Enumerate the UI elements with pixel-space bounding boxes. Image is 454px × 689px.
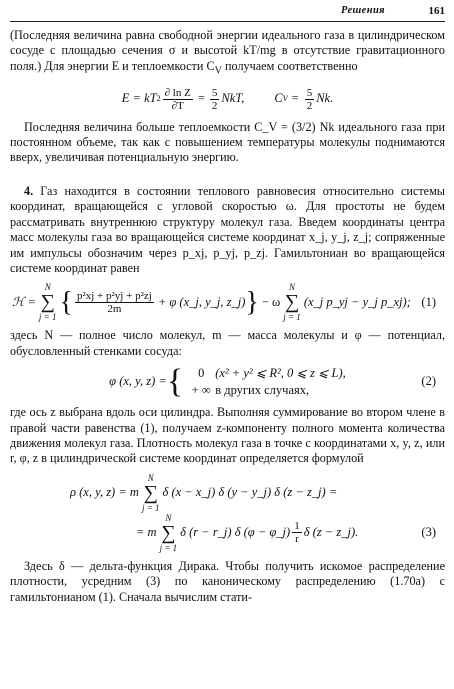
- fraction: $\frac{\text{p²xj + p²yj + p²zj}}{2m}$: [76, 289, 152, 315]
- page-number: 161: [428, 5, 445, 17]
- paragraph-intro: (Последняя величина равна свободной энергии идеального газа в цилиндрическом сосуде с площадью сечения σ и высотой kT/mg в отсутствие гравитационного поля.) Для энергии E и теплоемкости $C_V$ получаем соответственно: [10, 28, 445, 77]
- fraction: $\frac{5}{2}$: [306, 86, 313, 112]
- cases: 0 (x² + y² ⩽ R², 0 ⩽ z ⩽ L), + ∞ в других случаях,: [191, 366, 346, 398]
- sum-symbol: N ∑ j = 1: [159, 512, 178, 553]
- sum-symbol: N ∑ j = 1: [38, 282, 57, 323]
- sum-symbol: N ∑ j = 1: [283, 282, 301, 323]
- body-text: [10, 28, 445, 605]
- equation-2-potential: φ (x, y, z) = { 0 (x² + y² ⩽ R², 0 ⩽ z ⩽ L), + ∞ в других случаях, (2): [109, 363, 436, 401]
- fraction: $\frac{5}{2}$: [211, 86, 218, 112]
- running-head: Решения: [341, 5, 385, 16]
- equation-number: (2): [421, 374, 436, 389]
- fraction: $\frac{1}{r}$: [294, 520, 300, 546]
- section-number: 4.: [24, 183, 34, 198]
- paragraph-heat-capacity: Последняя величина больше теплоемкости C_V = (3/2) Nk идеального газа при постоянном объеме, так как с повышением температуры молекулы поднимаются вверх, увеличивая потенциальную энергию.: [10, 119, 445, 165]
- paragraph-delta-function: Здесь δ — дельта-функция Дирака. Чтобы получить искомое распределение плотности, усредним (3) по каноническому распределению (1.70а) с гамильтонианом (1). Сначала вычислим стати-: [10, 558, 445, 604]
- paragraph-density: где ось z выбрана вдоль оси цилиндра. Выполняя суммирование во втором члене в правой части равенства (1), получаем z-компоненту полного момента количества движения молекул газа. Плотность молекул газа в точке с координатами x, y, z, или r, φ, z в цилиндрической системе координат определяется формулой: [10, 405, 445, 466]
- section-4-paragraph: 4. Газ находится в состоянии теплового равновесия относительно системы координат, вращающейся с угловой скоростью ω. Для простоты не будем рассматривать внутреннюю структуру молекул газа. Введем координаты центра масс молекулы газа во вращающейся системе координат x_j, y_j, z_j; сопряженные им импульсы обозначим через p_xj, p_yj, p_zj. Гамильтониан во вращающейся системе координат равен: [10, 183, 445, 275]
- fraction: $\frac{\text{∂ ln Z}}{\partial T}$: [164, 86, 191, 112]
- equation-1-hamiltonian: ℋ = N ∑ j = 1 { $\frac{\text{p²xj + p²yj + p²zj}}{2m}$ + φ (x_j, y_j, z_j) } − ω N ∑ j = 1 (x_j p_yj − y_j p_xj); (1): [12, 282, 436, 323]
- equation-3-density-line-1: ρ (x, y, z) = m N ∑ j = 1 δ (x − x_j) δ (y − y_j) δ (z − z_j) =: [70, 472, 338, 513]
- equation-3-density-line-2: = m N ∑ j = 1 δ (r − r_j) δ (φ − φ_j) $\frac{1}{r}$ δ (z − z_j). (3): [136, 512, 436, 553]
- paragraph-notation: здесь N — полное число молекул, m — масса молекулы и φ — потенциал, обусловленный стенками сосуда:: [10, 328, 445, 358]
- equation-energy: E = kT 2 $\frac{\text{∂ ln Z}}{\partial T}$ = $\frac{5}{2}$ NkT, C V = $\frac{5}{2}$ Nk.: [121, 86, 334, 112]
- sum-symbol: N ∑ j = 1: [141, 472, 160, 513]
- page-header: [10, 5, 445, 22]
- equation-number: (3): [421, 525, 436, 540]
- equation-number: (1): [421, 294, 436, 309]
